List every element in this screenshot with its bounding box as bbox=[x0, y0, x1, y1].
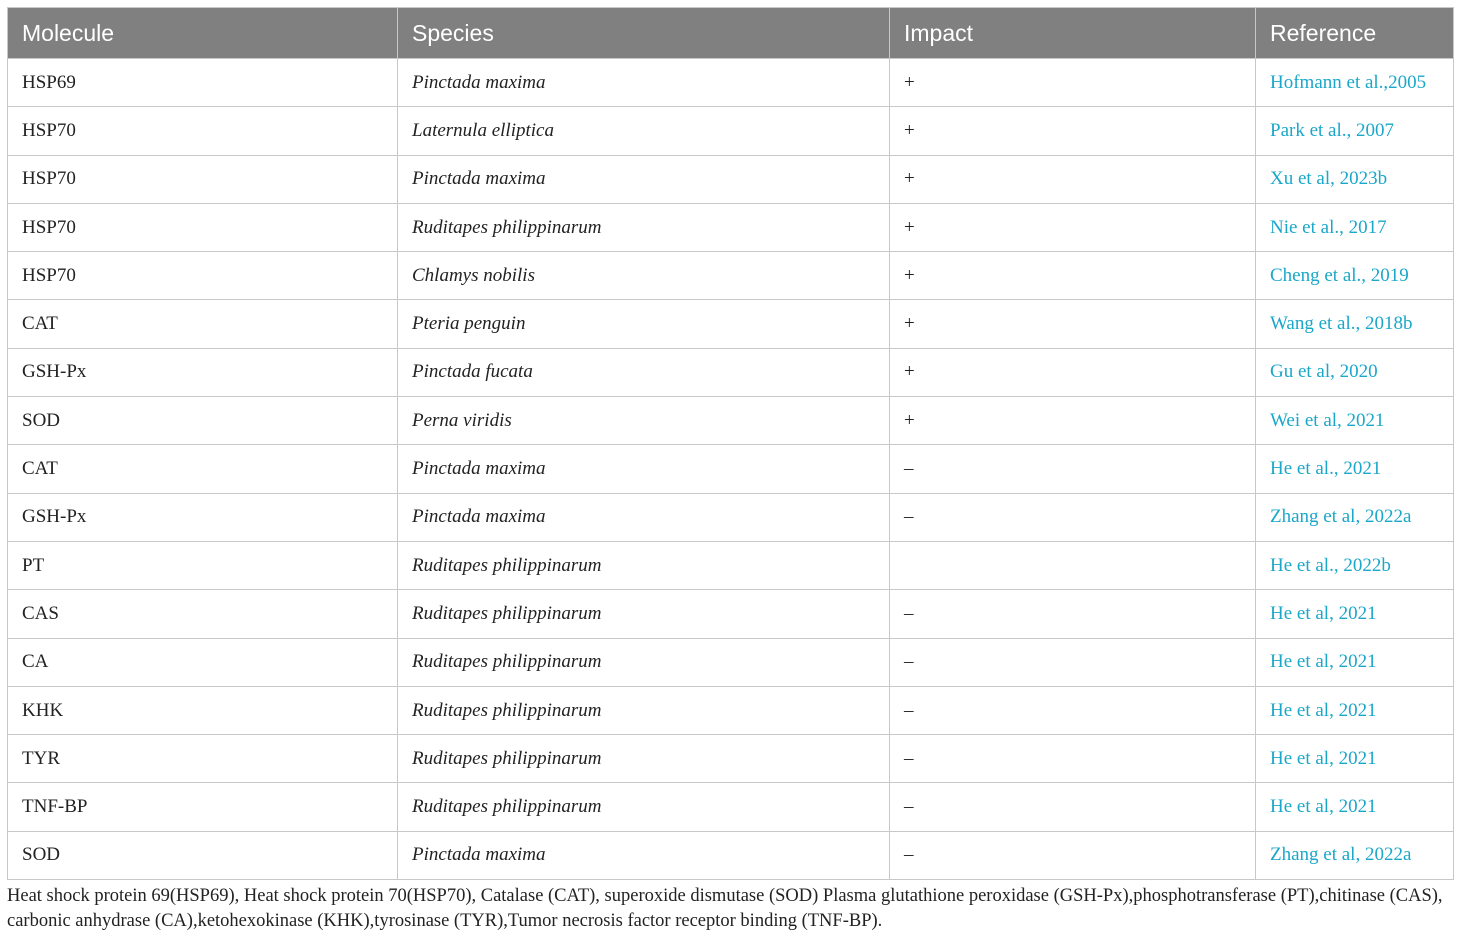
impact-cell: + bbox=[890, 397, 1256, 445]
impact-cell: – bbox=[890, 735, 1256, 783]
table-row bbox=[8, 686, 1454, 734]
species-cell: Pinctada maxima bbox=[398, 59, 890, 107]
species-cell: Perna viridis bbox=[398, 397, 890, 445]
reference-link[interactable]: Nie et al., 2017 bbox=[1256, 203, 1454, 251]
reference-link[interactable]: He et al, 2021 bbox=[1256, 590, 1454, 638]
species-cell: Ruditapes philippinarum bbox=[398, 590, 890, 638]
molecule-cell: HSP69 bbox=[8, 59, 398, 107]
species-cell: Laternula elliptica bbox=[398, 107, 890, 155]
impact-cell: + bbox=[890, 107, 1256, 155]
table-row bbox=[8, 348, 1454, 396]
reference-link[interactable]: Xu et al, 2023b bbox=[1256, 155, 1454, 203]
species-cell: Ruditapes philippinarum bbox=[398, 686, 890, 734]
species-cell: Ruditapes philippinarum bbox=[398, 638, 890, 686]
molecule-cell: SOD bbox=[8, 831, 398, 879]
species-cell: Pinctada maxima bbox=[398, 445, 890, 493]
molecule-table bbox=[7, 7, 1454, 880]
header-impact: Impact bbox=[890, 8, 1256, 59]
table-row bbox=[8, 541, 1454, 589]
reference-link[interactable]: He et al, 2021 bbox=[1256, 735, 1454, 783]
reference-link[interactable]: He et al., 2021 bbox=[1256, 445, 1454, 493]
table-row bbox=[8, 590, 1454, 638]
molecule-cell: CAT bbox=[8, 300, 398, 348]
molecule-cell: PT bbox=[8, 541, 398, 589]
molecule-cell: TYR bbox=[8, 735, 398, 783]
impact-cell bbox=[890, 541, 1256, 589]
species-cell: Chlamys nobilis bbox=[398, 252, 890, 300]
impact-cell: – bbox=[890, 686, 1256, 734]
table-header-row bbox=[8, 8, 1454, 59]
species-cell: Pinctada maxima bbox=[398, 831, 890, 879]
table-row bbox=[8, 107, 1454, 155]
reference-link[interactable]: He et al., 2022b bbox=[1256, 541, 1454, 589]
impact-cell: + bbox=[890, 59, 1256, 107]
reference-link[interactable]: Zhang et al, 2022a bbox=[1256, 493, 1454, 541]
reference-link[interactable]: He et al, 2021 bbox=[1256, 783, 1454, 831]
reference-link[interactable]: He et al, 2021 bbox=[1256, 638, 1454, 686]
impact-cell: + bbox=[890, 155, 1256, 203]
table-row bbox=[8, 445, 1454, 493]
species-cell: Ruditapes philippinarum bbox=[398, 735, 890, 783]
molecule-cell: CAT bbox=[8, 445, 398, 493]
table-row bbox=[8, 783, 1454, 831]
species-cell: Ruditapes philippinarum bbox=[398, 203, 890, 251]
table-row bbox=[8, 638, 1454, 686]
reference-link[interactable]: Zhang et al, 2022a bbox=[1256, 831, 1454, 879]
molecule-cell: GSH-Px bbox=[8, 348, 398, 396]
molecule-cell: GSH-Px bbox=[8, 493, 398, 541]
species-cell: Ruditapes philippinarum bbox=[398, 541, 890, 589]
reference-link[interactable]: He et al, 2021 bbox=[1256, 686, 1454, 734]
impact-cell: – bbox=[890, 445, 1256, 493]
header-species: Species bbox=[398, 8, 890, 59]
molecule-cell: HSP70 bbox=[8, 203, 398, 251]
table-row bbox=[8, 252, 1454, 300]
table-row bbox=[8, 203, 1454, 251]
header-molecule: Molecule bbox=[8, 8, 398, 59]
molecule-cell: HSP70 bbox=[8, 155, 398, 203]
molecule-cell: TNF-BP bbox=[8, 783, 398, 831]
molecule-cell: SOD bbox=[8, 397, 398, 445]
impact-cell: + bbox=[890, 300, 1256, 348]
species-cell: Pinctada maxima bbox=[398, 155, 890, 203]
species-cell: Pinctada maxima bbox=[398, 493, 890, 541]
table-row bbox=[8, 300, 1454, 348]
table-row bbox=[8, 397, 1454, 445]
table-row bbox=[8, 735, 1454, 783]
table-footnote: Heat shock protein 69(HSP69), Heat shock protein 70(HSP70), Catalase (CAT), superoxide dismutase (SOD) Plasma glutathione peroxidase (GSH-Px),phosphotransferase (PT),chitinase (CAS), carbonic anhydrase (CA),ketohexokinase (KHK),tyrosinase (TYR),Tumor necrosis factor receptor binding (TNF-BP). bbox=[7, 886, 1443, 931]
molecule-cell: CAS bbox=[8, 590, 398, 638]
impact-cell: – bbox=[890, 493, 1256, 541]
table-row bbox=[8, 493, 1454, 541]
impact-cell: – bbox=[890, 638, 1256, 686]
impact-cell: + bbox=[890, 203, 1256, 251]
impact-cell: + bbox=[890, 252, 1256, 300]
molecule-cell: HSP70 bbox=[8, 252, 398, 300]
molecule-cell: CA bbox=[8, 638, 398, 686]
impact-cell: – bbox=[890, 590, 1256, 638]
impact-cell: + bbox=[890, 348, 1256, 396]
header-reference: Reference bbox=[1256, 8, 1454, 59]
molecule-cell: HSP70 bbox=[8, 107, 398, 155]
data-table-container bbox=[7, 7, 1453, 880]
species-cell: Pinctada fucata bbox=[398, 348, 890, 396]
reference-link[interactable]: Cheng et al., 2019 bbox=[1256, 252, 1454, 300]
reference-link[interactable]: Park et al., 2007 bbox=[1256, 107, 1454, 155]
table-row bbox=[8, 59, 1454, 107]
impact-cell: – bbox=[890, 831, 1256, 879]
impact-cell: – bbox=[890, 783, 1256, 831]
reference-link[interactable]: Wang et al., 2018b bbox=[1256, 300, 1454, 348]
reference-link[interactable]: Hofmann et al.,2005 bbox=[1256, 59, 1454, 107]
table-row bbox=[8, 831, 1454, 879]
molecule-cell: KHK bbox=[8, 686, 398, 734]
species-cell: Ruditapes philippinarum bbox=[398, 783, 890, 831]
species-cell: Pteria penguin bbox=[398, 300, 890, 348]
reference-link[interactable]: Gu et al, 2020 bbox=[1256, 348, 1454, 396]
table-body bbox=[8, 59, 1454, 880]
table-row bbox=[8, 155, 1454, 203]
reference-link[interactable]: Wei et al, 2021 bbox=[1256, 397, 1454, 445]
